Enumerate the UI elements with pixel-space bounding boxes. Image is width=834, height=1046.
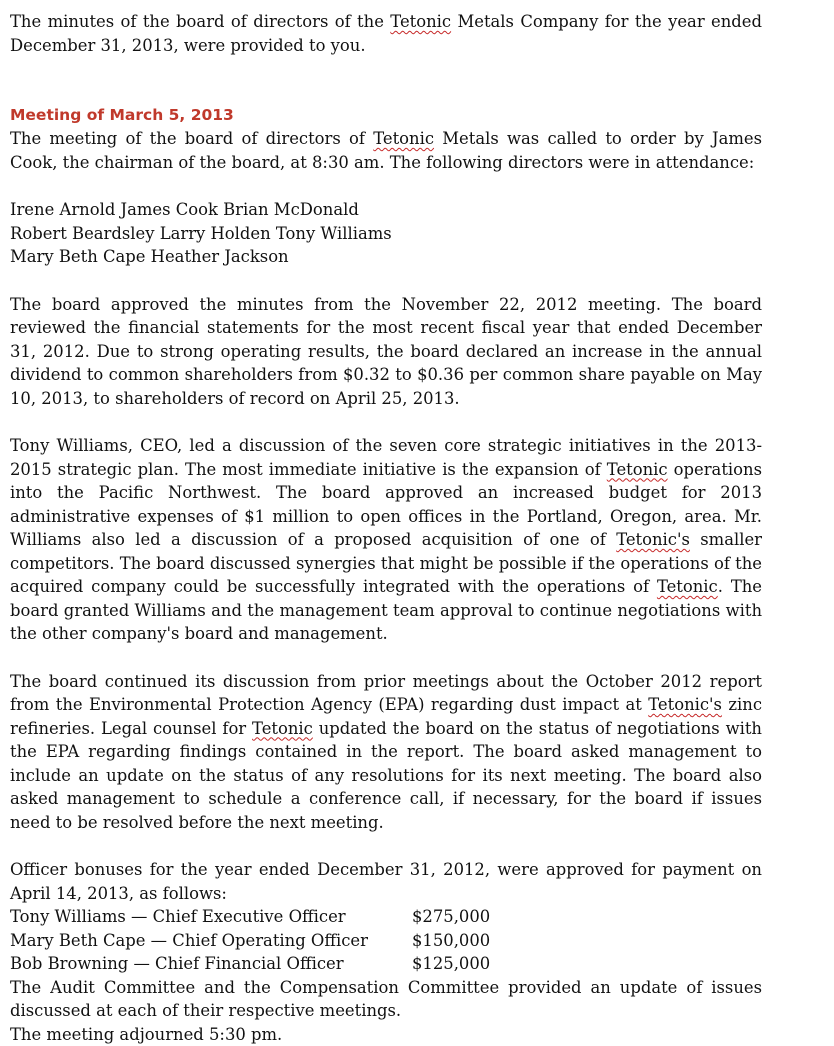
opening-text-2: Metals was called to order by James Cook, the chairman of the board, at 8:30 am. The following directors were in attendance: [10, 129, 762, 172]
strategy-paragraph [10, 434, 762, 646]
bonus-row [10, 952, 762, 976]
directors-line: Mary Beth Cape Heather Jackson [10, 245, 762, 269]
bonus-officer: Tony Williams — Chief Executive Officer [10, 905, 412, 929]
spellcheck-word[interactable]: Tetonic [607, 460, 668, 479]
intro-text-1: The minutes of the board of directors of the [10, 12, 390, 31]
committees-paragraph: The Audit Committee and the Compensation Committee provided an update of issues discussed at each of their respective meetings. [10, 976, 762, 1023]
intro-paragraph [10, 10, 762, 57]
bonus-table [10, 905, 762, 976]
strategy-text-3: smaller competitors. The board discussed synergies that might be possible if the operations of the acquired company could be successfully integrated with the operations of [10, 530, 762, 596]
strategy-text-4: . The board granted Williams and the management team approval to continue negotiations with the other company's board and management. [10, 577, 762, 643]
document-page [10, 10, 762, 1046]
intro-text-2: Metals Company for the year ended December 31, 2013, were provided to you. [10, 12, 762, 55]
spellcheck-word[interactable]: Tetonic [657, 577, 718, 596]
spellcheck-word[interactable]: Tetonic's [616, 530, 690, 549]
bonus-amount: $125,000 [412, 952, 532, 976]
spellcheck-word[interactable]: Tetonic [390, 12, 451, 31]
bonus-officer: Bob Browning — Chief Financial Officer [10, 952, 412, 976]
epa-text-2: zinc refineries. Legal counsel for [10, 695, 762, 738]
strategy-text-2: operations into the Pacific Northwest. The board approved an increased budget for 2013 administrative expenses of $1 million to open offices in the Portland, Oregon, area. Mr. Williams also led a discussion of a proposed acquisition of one of [10, 460, 762, 550]
bonus-intro: Officer bonuses for the year ended December 31, 2012, were approved for payment on April 14, 2013, as follows: [10, 858, 762, 905]
bonus-amount: $150,000 [412, 929, 532, 953]
bonus-officer: Mary Beth Cape — Chief Operating Officer [10, 929, 412, 953]
spellcheck-word[interactable]: Tetonic [373, 129, 434, 148]
meeting-heading: Meeting of March 5, 2013 [10, 103, 762, 127]
epa-text-3: updated the board on the status of negotiations with the EPA regarding findings contained in the report. The board asked management to include an update on the status of any resolutions for its next meeting. The board also asked management to schedule a conference call, if necessary, for the board if issues need to be resolved before the next meeting. [10, 719, 762, 832]
bonus-row [10, 929, 762, 953]
epa-paragraph [10, 670, 762, 835]
opening-text-1: The meeting of the board of directors of [10, 129, 373, 148]
adjourned-line: The meeting adjourned 5:30 pm. [10, 1023, 762, 1046]
spellcheck-word[interactable]: Tetonic [252, 719, 313, 738]
bonus-amount: $275,000 [412, 905, 532, 929]
bonus-row [10, 905, 762, 929]
directors-list [10, 198, 762, 269]
directors-line: Robert Beardsley Larry Holden Tony Williams [10, 222, 762, 246]
spellcheck-word[interactable]: Tetonic's [648, 695, 722, 714]
directors-line: Irene Arnold James Cook Brian McDonald [10, 198, 762, 222]
epa-text-1: The board continued its discussion from prior meetings about the October 2012 report from the Environmental Protection Agency (EPA) regarding dust impact at [10, 672, 762, 715]
opening-paragraph [10, 127, 762, 174]
strategy-text-1: Tony Williams, CEO, led a discussion of the seven core strategic initiatives in the 2013-2015 strategic plan. The most immediate initiative is the expansion of [10, 436, 762, 479]
minutes-paragraph: The board approved the minutes from the November 22, 2012 meeting. The board reviewed the financial statements for the most recent fiscal year that ended December 31, 2012. Due to strong operating results, the board declared an increase in the annual dividend to common shareholders from $0.32 to $0.36 per common share payable on May 10, 2013, to shareholders of record on April 25, 2013. [10, 293, 762, 411]
